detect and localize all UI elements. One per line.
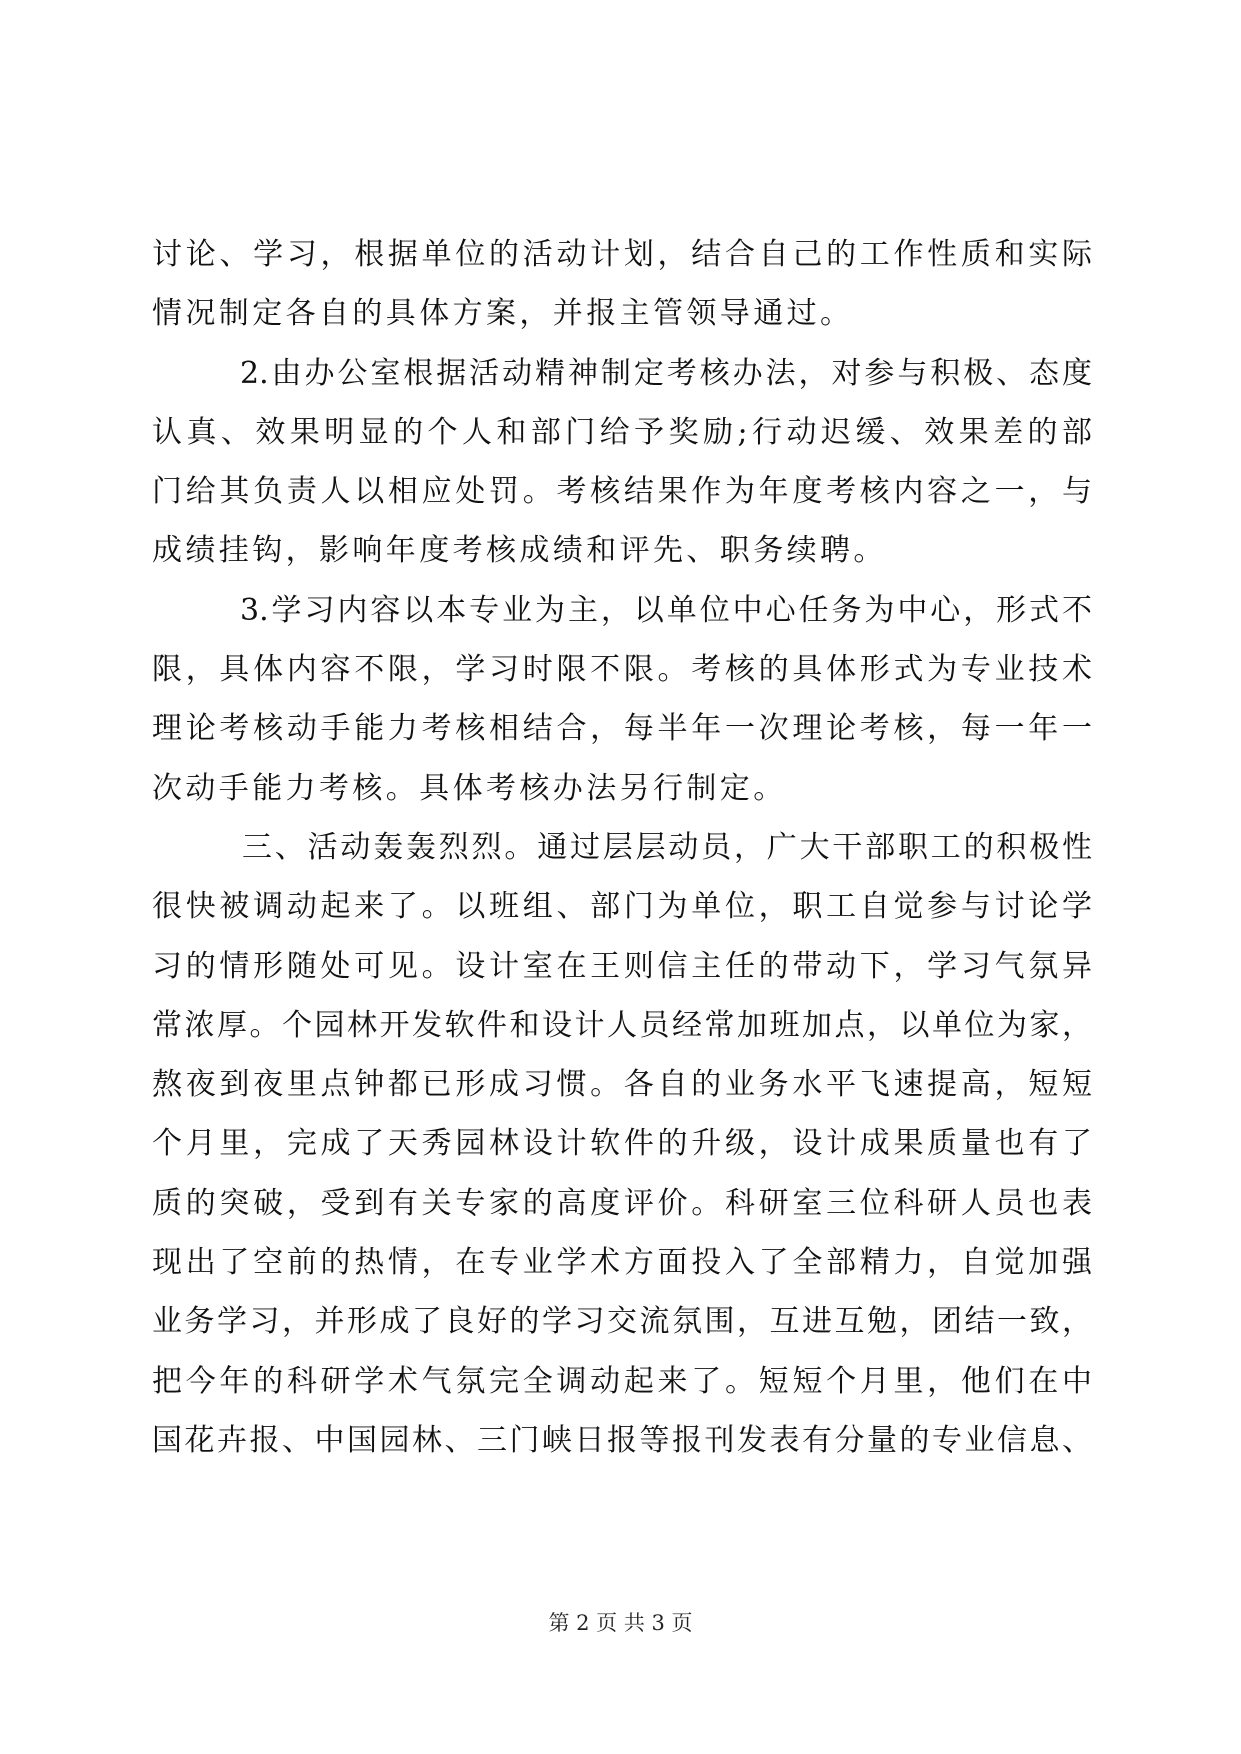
text-line: 2.由办公室根据活动精神制定考核办法，对参与积极、态度	[240, 355, 1092, 391]
text-line: 常浓厚。个园林开发软件和设计人员经常加班加点，以单位为家，	[152, 1007, 1092, 1043]
text-line: 把今年的科研学术气氛完全调动起来了。短短个月里，他们在中	[152, 1363, 1092, 1399]
text-line: 限，具体内容不限，学习时限不限。考核的具体形式为专业技术	[152, 652, 1092, 688]
text-line: 门给其负责人以相应处罚。考核结果作为年度考核内容之一，与	[152, 474, 1092, 510]
text-line: 讨论、学习，根据单位的活动计划，结合自己的工作性质和实际	[152, 237, 1092, 272]
text-line: 质的突破，受到有关专家的高度评价。科研室三位科研人员也表	[152, 1185, 1092, 1221]
text-line: 个月里，完成了天秀园林设计软件的升级，设计成果质量也有了	[152, 1126, 1092, 1162]
text-line: 情况制定各自的具体方案，并报主管领导通过。	[152, 296, 854, 332]
text-line: 习的情形随处可见。设计室在王则信主任的带动下，学习气氛异	[152, 948, 1092, 984]
text-line: 业务学习，并形成了良好的学习交流氛围，互进互勉，团结一致，	[152, 1304, 1092, 1340]
text-line: 很快被调动起来了。以班组、部门为单位，职工自觉参与讨论学	[152, 889, 1092, 925]
text-line: 国花卉报、中国园林、三门峡日报等报刊发表有分量的专业信息、	[152, 1422, 1092, 1458]
text-line: 3.学习内容以本专业为主，以单位中心任务为中心，形式不	[240, 592, 1092, 628]
text-line: 现出了空前的热情，在专业学术方面投入了全部精力，自觉加强	[152, 1245, 1092, 1281]
page-footer: 第 2 页 共 3 页	[548, 1611, 693, 1635]
document-body	[152, 225, 1092, 1470]
text-line: 成绩挂钩，影响年度考核成绩和评先、职务续聘。	[152, 533, 887, 569]
text-line: 次动手能力考核。具体考核办法另行制定。	[152, 770, 787, 806]
text-line: 理论考核动手能力考核相结合，每半年一次理论考核，每一年一	[152, 711, 1092, 747]
text-line: 熬夜到夜里点钟都已形成习惯。各自的业务水平飞速提高，短短	[152, 1067, 1092, 1103]
text-line: 三、活动轰轰烈烈。通过层层动员，广大干部职工的积极性	[242, 829, 1092, 865]
text-line: 认真、效果明显的个人和部门给予奖励;行动迟缓、效果差的部	[152, 414, 1092, 450]
